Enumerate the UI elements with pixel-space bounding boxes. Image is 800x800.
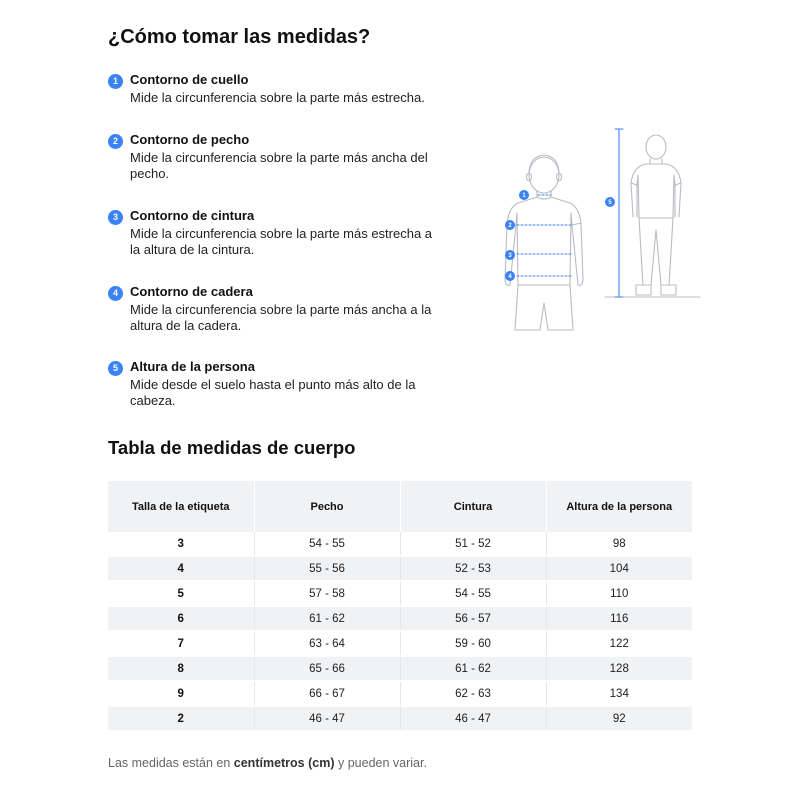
cell-height: 128 [546, 656, 692, 681]
table-header-row [108, 481, 692, 532]
guide-title: ¿Cómo tomar las medidas? [108, 26, 371, 48]
cell-chest: 65 - 66 [254, 656, 400, 681]
marker-2-label: 2 [508, 223, 512, 229]
cell-waist: 52 - 53 [400, 556, 546, 581]
table-row [108, 532, 692, 556]
cell-chest: 54 - 55 [254, 532, 400, 556]
step-description: Mide la circunferencia sobre la parte más ancha a la altura de la cadera. [130, 302, 432, 333]
table-row [108, 556, 692, 581]
header-waist: Cintura [400, 481, 546, 532]
marker-3-label: 3 [508, 253, 512, 259]
cell-tag-size: 4 [108, 556, 254, 581]
table-row [108, 706, 692, 731]
table-row [108, 681, 692, 706]
marker-5-label: 5 [608, 200, 612, 206]
cell-height: 116 [546, 606, 692, 631]
cell-waist: 61 - 62 [400, 656, 546, 681]
cell-tag-size: 5 [108, 581, 254, 606]
cell-waist: 51 - 52 [400, 532, 546, 556]
cell-chest: 63 - 64 [254, 631, 400, 656]
cell-tag-size: 2 [108, 706, 254, 731]
units-footnote [108, 756, 427, 770]
cell-waist: 46 - 47 [400, 706, 546, 731]
marker-1-label: 1 [522, 193, 526, 199]
step-number-badge: 2 [108, 134, 123, 149]
table-row [108, 581, 692, 606]
footnote-units: centímetros (cm) [233, 756, 335, 770]
step-description: Mide desde el suelo hasta el punto más alto de la cabeza. [130, 377, 416, 408]
cell-chest: 57 - 58 [254, 581, 400, 606]
step-title: Contorno de pecho [130, 132, 250, 147]
cell-height: 134 [546, 681, 692, 706]
cell-waist: 54 - 55 [400, 581, 546, 606]
step-number-badge: 5 [108, 361, 123, 376]
step-title: Contorno de cuello [130, 72, 249, 87]
header-tag-size: Talla de la etiqueta [108, 481, 254, 532]
cell-waist: 62 - 63 [400, 681, 546, 706]
step-number-badge: 3 [108, 210, 123, 225]
step-description: Mide la circunferencia sobre la parte más estrecha. [130, 90, 425, 105]
size-table-title: Tabla de medidas de cuerpo [108, 437, 356, 458]
cell-chest: 55 - 56 [254, 556, 400, 581]
table-row [108, 631, 692, 656]
step-number-badge: 4 [108, 286, 123, 301]
step-description: Mide la circunferencia sobre la parte más ancha del pecho. [130, 150, 428, 181]
step-title: Altura de la persona [130, 359, 255, 374]
cell-height: 104 [546, 556, 692, 581]
header-height: Altura de la persona [546, 481, 692, 532]
cell-height: 92 [546, 706, 692, 731]
header-chest: Pecho [254, 481, 400, 532]
cell-chest: 46 - 47 [254, 706, 400, 731]
size-table [108, 481, 692, 732]
step-title: Contorno de cadera [130, 284, 253, 299]
measurement-illustration [495, 125, 705, 335]
cell-waist: 59 - 60 [400, 631, 546, 656]
cell-waist: 56 - 57 [400, 606, 546, 631]
cell-tag-size: 7 [108, 631, 254, 656]
cell-height: 122 [546, 631, 692, 656]
table-row [108, 656, 692, 681]
step-title: Contorno de cintura [130, 208, 255, 223]
cell-tag-size: 3 [108, 532, 254, 556]
step-description: Mide la circunferencia sobre la parte más estrecha a la altura de la cintura. [130, 226, 433, 257]
marker-4-label: 4 [508, 274, 512, 280]
step-number-badge: 1 [108, 74, 123, 89]
cell-tag-size: 8 [108, 656, 254, 681]
cell-height: 110 [546, 581, 692, 606]
cell-tag-size: 9 [108, 681, 254, 706]
footnote-prefix: Las medidas están en [108, 756, 234, 770]
cell-tag-size: 6 [108, 606, 254, 631]
cell-height: 98 [546, 532, 692, 556]
cell-chest: 66 - 67 [254, 681, 400, 706]
footnote-suffix: y pueden variar. [334, 756, 427, 770]
cell-chest: 61 - 62 [254, 606, 400, 631]
table-row [108, 606, 692, 631]
